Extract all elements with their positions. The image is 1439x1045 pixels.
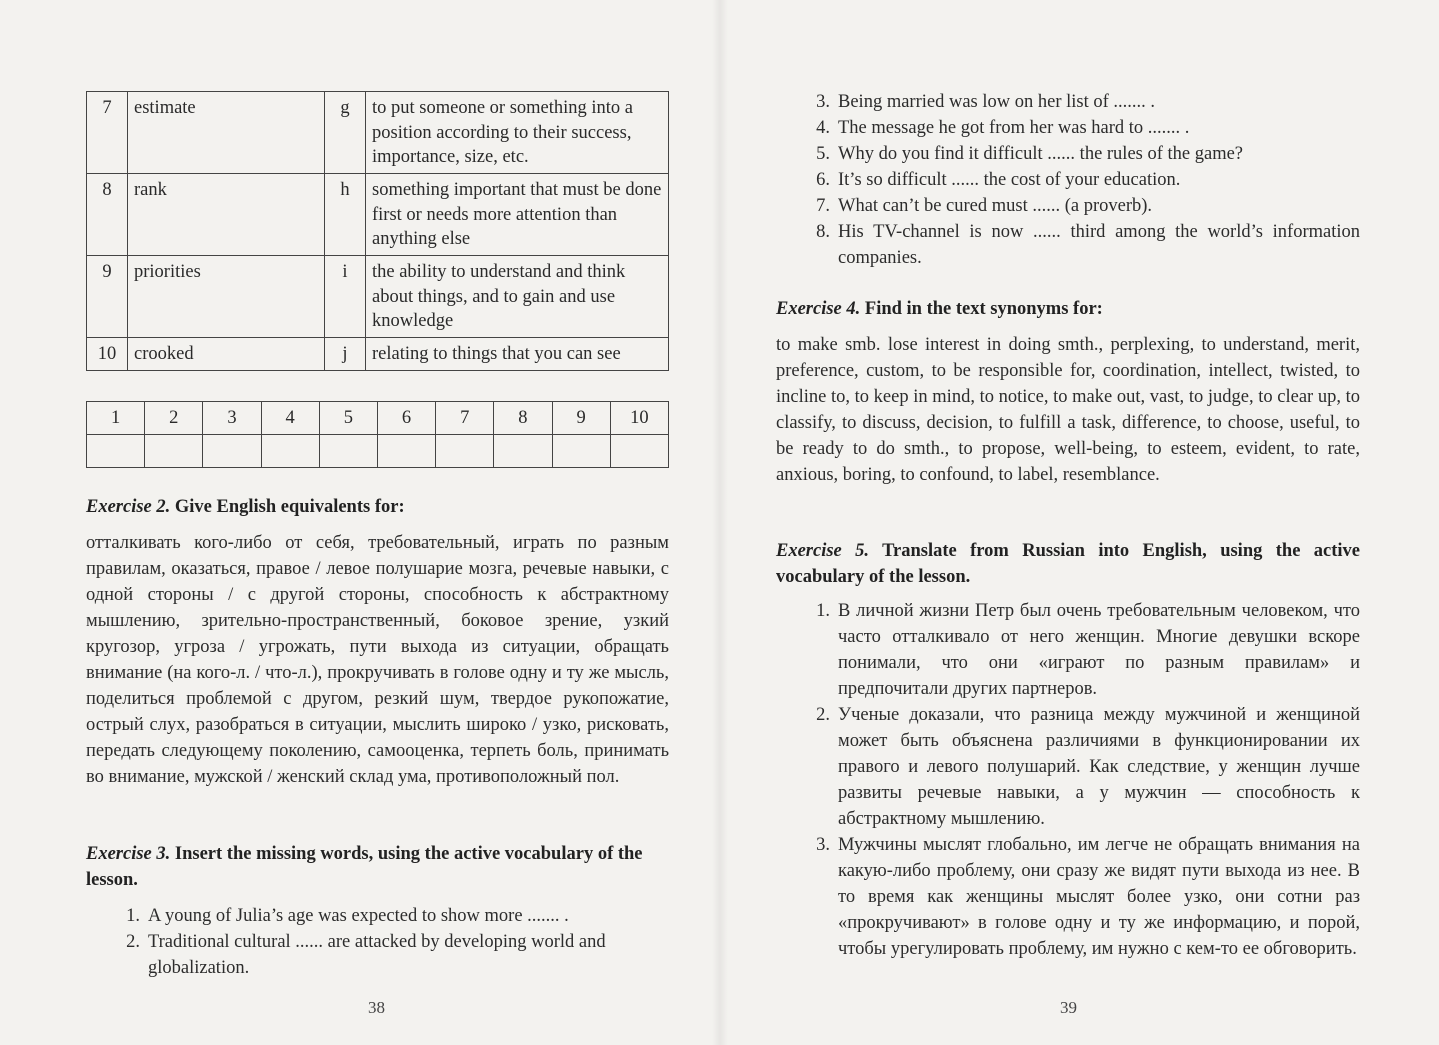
item-number: 3. bbox=[816, 835, 830, 855]
row-number: 7 bbox=[87, 92, 128, 174]
list-item bbox=[776, 702, 1360, 832]
exercise-3-list-continued bbox=[776, 89, 1360, 271]
vocab-definition: to put someone or something into a position according to their success, importance, size, etc. bbox=[366, 92, 669, 174]
exercise-5-number: Exercise 5. bbox=[776, 541, 870, 561]
exercise-2-heading bbox=[86, 494, 669, 520]
table-row bbox=[87, 92, 669, 174]
list-item bbox=[776, 598, 1360, 702]
list-item bbox=[776, 219, 1360, 271]
item-text: Being married was low on her list of ....... . bbox=[838, 92, 1156, 112]
item-number: 8. bbox=[816, 222, 830, 242]
definition-letter: h bbox=[325, 174, 366, 256]
item-number: 1. bbox=[126, 906, 140, 926]
answer-grid bbox=[86, 401, 669, 468]
exercise-5-title: Translate from Russian into English, using the active vocabulary of the lesson. bbox=[776, 541, 1361, 587]
item-text: Traditional cultural ...... are attacked by developing world and globalization. bbox=[148, 932, 606, 978]
item-text: What can’t be cured must ...... (a proverb). bbox=[838, 196, 1153, 216]
vocab-word: rank bbox=[128, 174, 325, 256]
exercise-3-heading bbox=[86, 841, 669, 893]
exercise-4-title: Find in the text synonyms for: bbox=[864, 299, 1103, 319]
row-number: 9 bbox=[87, 256, 128, 338]
exercise-3-title: Insert the missing words, using the active vocabulary of the lesson. bbox=[86, 844, 643, 890]
answer-cell bbox=[610, 435, 668, 468]
answer-cell bbox=[436, 435, 494, 468]
table-row bbox=[87, 174, 669, 256]
definition-letter: i bbox=[325, 256, 366, 338]
exercise-2-text: отталкивать кого-либо от себя, требовательный, играть по разным правилам, оказаться, правое / левое полушарие мозга, речевые навыки, с одной стороны / с другой стороны, способность к абстрактному мышлению, зрительно-пространственный, боковое зрение, узкий кругозор, угроза / угрожать, пути выхода из ситуации, обращать внимание (на кого-л. / что-л.), прокручивать в голове одну и ту же мысль, поделиться проблемой с другом, резкий шум, твердое рукопожатие, острый слух, разобраться в ситуации, мыслить широко / узко, рисковать, передать следующему поколению, самооценка, терпеть боль, принимать во внимание, мужской / женский склад ума, противоположный пол. bbox=[86, 533, 669, 787]
table-row bbox=[87, 256, 669, 338]
row-number: 8 bbox=[87, 174, 128, 256]
item-text: Why do you find it difficult ...... the rules of the game? bbox=[838, 144, 1244, 164]
exercise-2-title: Give English equivalents for: bbox=[174, 497, 405, 517]
list-item bbox=[776, 89, 1360, 115]
answer-grid-number: 7 bbox=[436, 402, 494, 435]
answer-cell bbox=[203, 435, 261, 468]
answer-grid-number: 5 bbox=[319, 402, 377, 435]
list-item bbox=[86, 903, 669, 929]
exercise-2-number: Exercise 2. bbox=[86, 497, 171, 517]
item-text: Мужчины мыслят глобально, им легче не обращать внимания на какую-либо проблему, они сразу же видят пути выхода из нее. В то время как женщины мыслят более узко, они сотни раз «прокручивают» в голове одну и ту же информацию, и порой, чтобы урегулировать проблему, им нужно с кем-то ее обговорить. bbox=[838, 835, 1360, 959]
exercise-5-heading bbox=[776, 538, 1360, 590]
list-item bbox=[776, 115, 1360, 141]
list-item bbox=[776, 141, 1360, 167]
exercise-5-list bbox=[776, 598, 1360, 962]
answer-grid-number: 3 bbox=[203, 402, 261, 435]
vocabulary-table bbox=[86, 91, 669, 371]
answer-grid-number: 9 bbox=[552, 402, 610, 435]
right-page bbox=[720, 0, 1439, 1045]
answer-cell bbox=[145, 435, 203, 468]
answer-cell bbox=[319, 435, 377, 468]
answer-cell bbox=[552, 435, 610, 468]
exercise-3-list bbox=[86, 903, 669, 981]
item-number: 3. bbox=[816, 92, 830, 112]
exercise-4-text: to make smb. lose interest in doing smth., perplexing, to understand, merit, preference, custom, to be responsible for, coordination, intellect, twisted, to incline to, to keep in mind, to notice, to make out, vast, to judge, to clear up, to classify, to discuss, decision, to fulfill a task, difference, to choose, useful, to be ready to do smth., to propose, well-being, to esteem, evident, to rate, anxious, boring, to confound, to label, resemblance. bbox=[776, 335, 1360, 485]
answer-cell bbox=[377, 435, 435, 468]
vocab-definition: the ability to understand and think about things, and to gain and use knowledge bbox=[366, 256, 669, 338]
exercise-3-number: Exercise 3. bbox=[86, 844, 171, 864]
item-number: 2. bbox=[126, 932, 140, 952]
answer-grid-number: 10 bbox=[610, 402, 668, 435]
answer-cell bbox=[87, 435, 145, 468]
answer-grid-blank-row bbox=[87, 435, 669, 468]
answer-grid-header-row bbox=[87, 402, 669, 435]
item-number: 2. bbox=[816, 705, 830, 725]
list-item bbox=[776, 193, 1360, 219]
page-number: 38 bbox=[368, 998, 385, 1017]
vocab-definition: something important that must be done first or needs more attention than anything else bbox=[366, 174, 669, 256]
definition-letter: j bbox=[325, 338, 366, 371]
page-number: 39 bbox=[1060, 998, 1077, 1017]
item-text: His TV-channel is now ...... third among the world’s information companies. bbox=[838, 222, 1360, 268]
list-item bbox=[86, 929, 669, 981]
vocab-word: crooked bbox=[128, 338, 325, 371]
answer-grid-number: 1 bbox=[87, 402, 145, 435]
answer-cell bbox=[494, 435, 552, 468]
vocab-word: estimate bbox=[128, 92, 325, 174]
vocab-word: priorities bbox=[128, 256, 325, 338]
item-number: 5. bbox=[816, 144, 830, 164]
answer-grid-number: 6 bbox=[377, 402, 435, 435]
exercise-4-heading bbox=[776, 296, 1360, 322]
item-text: It’s so difficult ...... the cost of your education. bbox=[838, 170, 1181, 190]
item-number: 1. bbox=[816, 601, 830, 621]
list-item bbox=[776, 167, 1360, 193]
item-text: В личной жизни Петр был очень требовательным человеком, что часто отталкивало от него женщин. Многие девушки вскоре понимали, что они «играют по разным правилам» и предпочитали других партнеров. bbox=[838, 601, 1360, 699]
answer-grid-number: 8 bbox=[494, 402, 552, 435]
exercise-4-number: Exercise 4. bbox=[776, 299, 861, 319]
item-number: 4. bbox=[816, 118, 830, 138]
item-text: A young of Julia’s age was expected to show more ....... . bbox=[148, 906, 569, 926]
item-number: 7. bbox=[816, 196, 830, 216]
item-text: The message he got from her was hard to ....... . bbox=[838, 118, 1190, 138]
list-item bbox=[776, 832, 1360, 962]
row-number: 10 bbox=[87, 338, 128, 371]
answer-grid-number: 4 bbox=[261, 402, 319, 435]
vocab-definition: relating to things that you can see bbox=[366, 338, 669, 371]
definition-letter: g bbox=[325, 92, 366, 174]
item-text: Ученые доказали, что разница между мужчиной и женщиной может быть объяснена различиями в функционировании их правого и левого полушарий. Как следствие, у женщин лучше развиты речевые навыки, а у мужчин — способность к абстрактному мышлению. bbox=[838, 705, 1360, 829]
answer-cell bbox=[261, 435, 319, 468]
item-number: 6. bbox=[816, 170, 830, 190]
answer-grid-number: 2 bbox=[145, 402, 203, 435]
table-row bbox=[87, 338, 669, 371]
